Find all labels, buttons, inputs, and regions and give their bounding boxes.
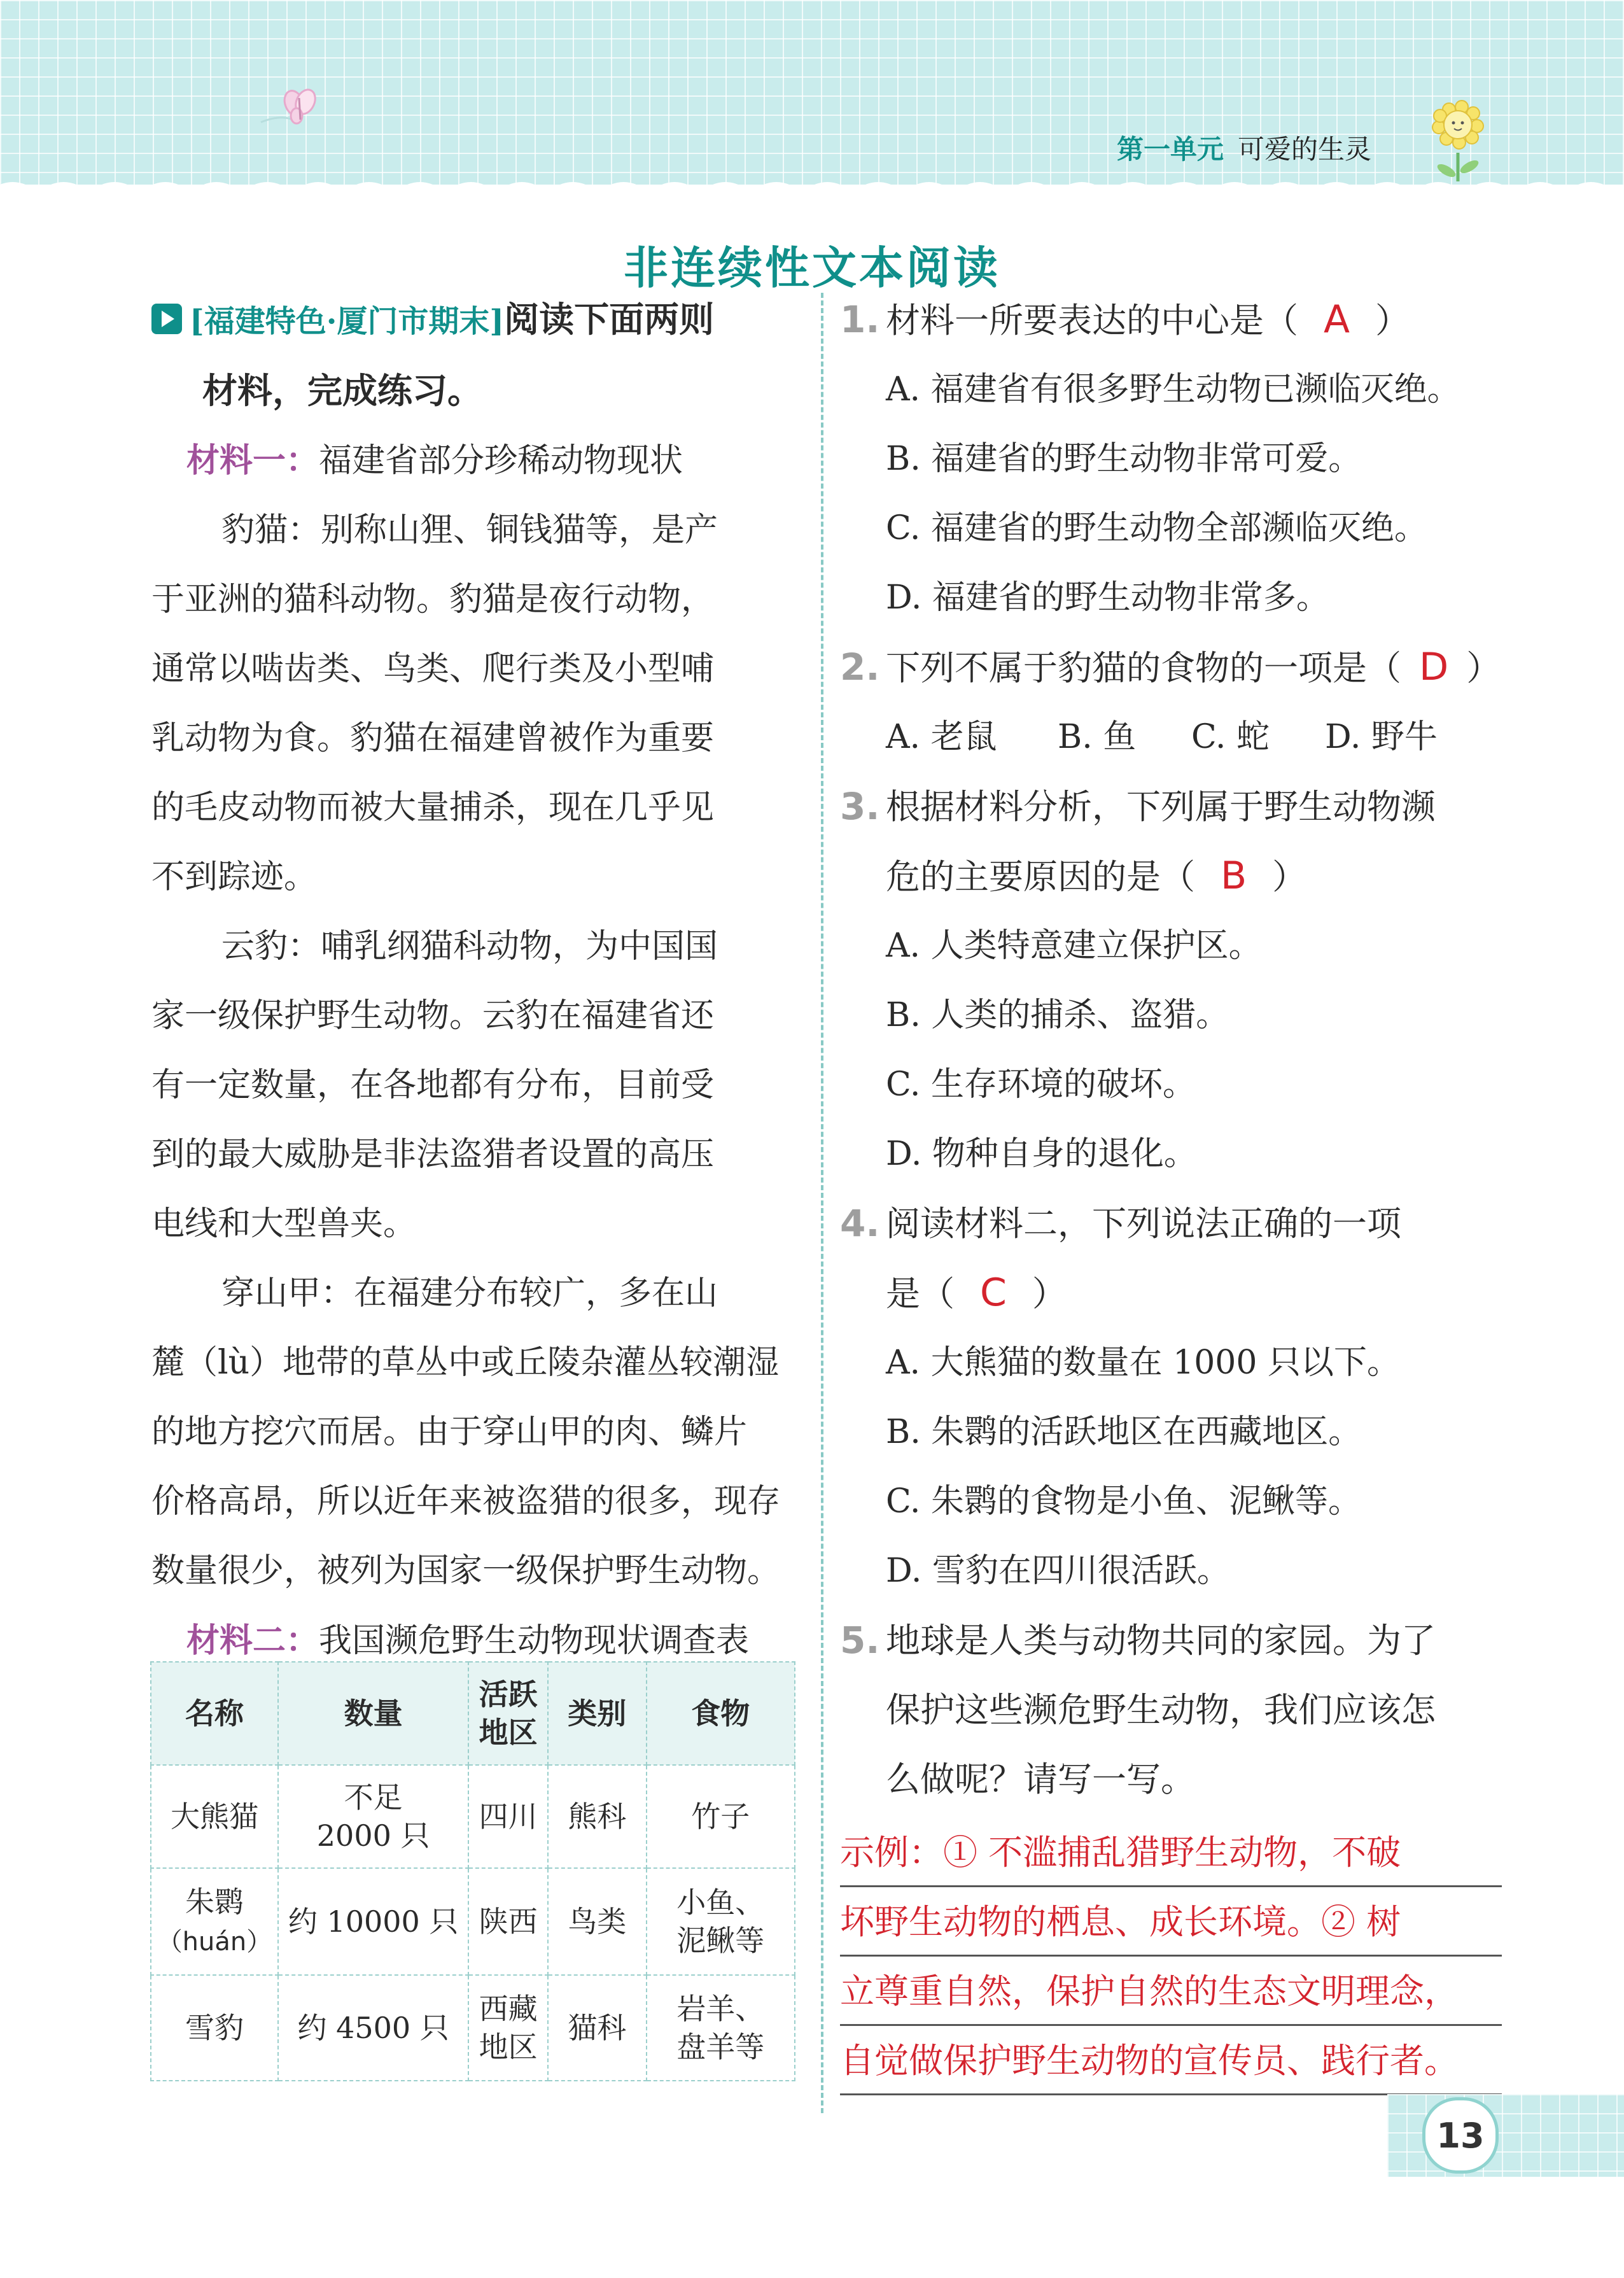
option: C. 朱鹮的食物是小鱼、泥鳅等。 bbox=[886, 1482, 1361, 1521]
paren-close: ） bbox=[1466, 648, 1501, 688]
table-header-cell: 类别 bbox=[548, 1662, 647, 1765]
play-icon bbox=[151, 304, 182, 334]
option: D. 福建省的野生动物非常多。 bbox=[886, 579, 1329, 617]
header-grid-band bbox=[0, 0, 1624, 185]
option: A. 老鼠 bbox=[886, 718, 997, 756]
column-divider bbox=[821, 293, 823, 2113]
option: C. 蛇 bbox=[1191, 718, 1270, 756]
answer-line: 自觉做保护野生动物的宣传员、践行者。 bbox=[840, 2026, 1502, 2095]
source-tag: [福建特色·厦门市期末] bbox=[190, 304, 505, 339]
question-text-3: 么做呢？请写一写。 bbox=[886, 1759, 1195, 1799]
option: D. 物种自身的退化。 bbox=[886, 1135, 1197, 1173]
question-stem: 危的主要原因的是（ bbox=[886, 857, 1195, 897]
question-stem: 是（ bbox=[886, 1274, 955, 1314]
option: D. 雪豹在四川很活跃。 bbox=[886, 1552, 1230, 1590]
material1-line: 云豹：哺乳纲猫科动物，为中国国 bbox=[221, 927, 718, 966]
left-column bbox=[151, 285, 794, 1676]
cell-area: 四川 bbox=[468, 1765, 548, 1868]
material1-line: 于亚洲的猫科动物。豹猫是夜行动物， bbox=[151, 580, 715, 619]
option: B. 鱼 bbox=[1058, 718, 1137, 756]
material1-line: 电线和大型兽夹。 bbox=[151, 1205, 417, 1243]
question-text-2 bbox=[840, 1258, 1502, 1328]
option: B. 朱鹮的活跃地区在西藏地区。 bbox=[886, 1413, 1362, 1451]
material1-line: 价格高昂，所以近年来被盗猎的很多，现存 bbox=[151, 1482, 781, 1521]
cell-name: 大熊猫 bbox=[151, 1765, 278, 1868]
material1-line: 有一定数量，在各地都有分布，目前受 bbox=[151, 1066, 715, 1104]
answer-mark: C bbox=[980, 1270, 1007, 1315]
cell-text: 西藏 bbox=[479, 1992, 538, 2026]
cell-text: 2000 只 bbox=[316, 1818, 430, 1853]
cell-qty: 约 4500 只 bbox=[278, 1975, 468, 2081]
question-stem: 材料一所要表达的中心是（ bbox=[886, 300, 1298, 341]
material1-line: 穿山甲：在福建分布较广，多在山 bbox=[221, 1274, 718, 1312]
question-text: 根据材料分析，下列属于野生动物濒 bbox=[886, 787, 1436, 827]
material1-line: 豹猫：别称山狸、铜钱猫等，是产 bbox=[221, 511, 718, 549]
option: B. 人类的捕杀、盗猎。 bbox=[886, 996, 1229, 1034]
answer-line: 坏野生动物的栖息、成长环境。② 树 bbox=[840, 1887, 1502, 1957]
cell-text: 不足 bbox=[344, 1780, 403, 1815]
cell-qty bbox=[278, 1765, 468, 1868]
material1-line: 通常以啮齿类、鸟类、爬行类及小型哺 bbox=[151, 650, 715, 688]
cell-qty: 约 10000 只 bbox=[278, 1868, 468, 1975]
material1-line: 到的最大威胁是非法盗猎者设置的高压 bbox=[151, 1135, 715, 1174]
question-stem: 下列不属于豹猫的食物的一项是（ bbox=[886, 648, 1401, 688]
cell-food bbox=[647, 1868, 795, 1975]
species-table bbox=[150, 1661, 795, 2081]
cell-text: 小鱼、 bbox=[676, 1885, 765, 1920]
butterfly-icon bbox=[255, 83, 325, 134]
sunflower-icon bbox=[1422, 95, 1499, 185]
material1-line: 麓（lù）地带的草丛中或丘陵杂灌丛较潮湿 bbox=[151, 1344, 780, 1382]
header-text: 地区 bbox=[479, 1715, 538, 1750]
example-answer bbox=[840, 1818, 1502, 2095]
cell-text: 盘羊等 bbox=[676, 2030, 765, 2064]
page-title: 非连续性文本阅读 bbox=[624, 241, 1000, 294]
question-3 bbox=[840, 772, 1502, 911]
question-1 bbox=[840, 285, 1502, 355]
question-4 bbox=[840, 1189, 1502, 1328]
question-text bbox=[840, 633, 1502, 703]
option: A. 人类特意建立保护区。 bbox=[886, 927, 1262, 965]
page-number: 13 bbox=[1422, 2097, 1499, 2174]
material2-title: 我国濒危野生动物现状调查表 bbox=[319, 1622, 750, 1660]
cell-class: 熊科 bbox=[548, 1765, 647, 1868]
question-5 bbox=[840, 1606, 1502, 1814]
cell-class: 猫科 bbox=[548, 1975, 647, 2081]
cell-text: 朱鹮 bbox=[185, 1884, 244, 1919]
material1-heading bbox=[151, 426, 794, 496]
unit-title: 可爱的生灵 bbox=[1238, 134, 1372, 165]
cell-area: 陕西 bbox=[468, 1868, 548, 1975]
question-text-2 bbox=[840, 841, 1502, 911]
question-text-2: 保护这些濒危野生动物，我们应该怎 bbox=[886, 1690, 1436, 1730]
instruction bbox=[151, 285, 794, 356]
answer-line: 立尊重自然，保护自然的生态文明理念， bbox=[840, 1957, 1502, 2026]
option-row bbox=[840, 703, 1502, 772]
material2-label: 材料二： bbox=[186, 1621, 319, 1660]
material1-line: 的毛皮动物而被大量捕杀，现在几乎见 bbox=[151, 789, 715, 827]
question-number: 4. bbox=[840, 1202, 880, 1245]
cell-text: 地区 bbox=[479, 2030, 538, 2064]
question-number: 2. bbox=[840, 645, 880, 689]
option: B. 福建省的野生动物非常可爱。 bbox=[886, 440, 1362, 478]
table-header-row bbox=[151, 1662, 795, 1765]
paren-close: ） bbox=[1032, 1274, 1067, 1314]
instruction-line-1: 阅读下面两则 bbox=[504, 299, 715, 340]
question-number: 3. bbox=[840, 785, 880, 828]
table-header-cell: 名称 bbox=[151, 1662, 278, 1765]
material1-line: 乳动物为食。豹猫在福建曾被作为重要 bbox=[151, 719, 715, 757]
table-row bbox=[151, 1975, 795, 2081]
question-number: 1. bbox=[840, 298, 880, 341]
unit-label: 第一单元 bbox=[1117, 134, 1224, 165]
question-text: 地球是人类与动物共同的家园。为了 bbox=[886, 1621, 1436, 1661]
material1-line: 家一级保护野生动物。云豹在福建省还 bbox=[151, 997, 715, 1035]
option: C. 福建省的野生动物全部濒临灭绝。 bbox=[886, 509, 1427, 547]
material1-line: 的地方挖穴而居。由于穿山甲的肉、鳞片 bbox=[151, 1413, 748, 1451]
question-number: 5. bbox=[840, 1619, 880, 1662]
table-row bbox=[151, 1868, 795, 1975]
question-text bbox=[840, 285, 1502, 355]
cell-food bbox=[647, 1975, 795, 2081]
option: A. 大熊猫的数量在 1000 只以下。 bbox=[886, 1344, 1401, 1382]
question-text: 阅读材料二，下列说法正确的一项 bbox=[886, 1204, 1401, 1244]
table-row bbox=[151, 1765, 795, 1868]
header-wave-edge bbox=[0, 179, 1624, 196]
material1-title: 福建省部分珍稀动物现状 bbox=[319, 442, 683, 480]
cell-text: 岩羊、 bbox=[676, 1992, 765, 2026]
cell-food: 竹子 bbox=[647, 1765, 795, 1868]
answer-mark: D bbox=[1419, 645, 1449, 689]
answer-line: 示例：① 不滥捕乱猎野生动物，不破 bbox=[840, 1818, 1502, 1887]
material1-line: 数量很少，被列为国家一级保护野生动物。 bbox=[151, 1552, 781, 1590]
cell-class: 鸟类 bbox=[548, 1868, 647, 1975]
unit-header bbox=[1117, 129, 1371, 167]
cell-name: 雪豹 bbox=[151, 1975, 278, 2081]
cell-name bbox=[151, 1868, 278, 1975]
table-header-cell: 数量 bbox=[278, 1662, 468, 1765]
answer-mark: A bbox=[1324, 297, 1350, 342]
cell-text: 泥鳅等 bbox=[676, 1923, 765, 1958]
answer-mark: B bbox=[1221, 854, 1247, 898]
material1-label: 材料一： bbox=[186, 441, 319, 480]
question-2 bbox=[840, 633, 1502, 703]
header-text: 活跃 bbox=[479, 1677, 538, 1712]
instruction-line-2: 材料，完成练习。 bbox=[202, 370, 483, 411]
paren-close: ） bbox=[1272, 857, 1307, 897]
option: D. 野牛 bbox=[1325, 718, 1438, 756]
option: C. 生存环境的破坏。 bbox=[886, 1065, 1196, 1104]
paren-close: ） bbox=[1375, 300, 1410, 341]
cell-text: （huán） bbox=[157, 1927, 272, 1957]
right-column bbox=[840, 285, 1502, 2095]
cell-area bbox=[468, 1975, 548, 2081]
option: A. 福建省有很多野生动物已濒临灭绝。 bbox=[886, 370, 1460, 409]
table-header-cell bbox=[468, 1662, 548, 1765]
material1-line: 不到踪迹。 bbox=[151, 858, 318, 896]
table-header-cell: 食物 bbox=[647, 1662, 795, 1765]
